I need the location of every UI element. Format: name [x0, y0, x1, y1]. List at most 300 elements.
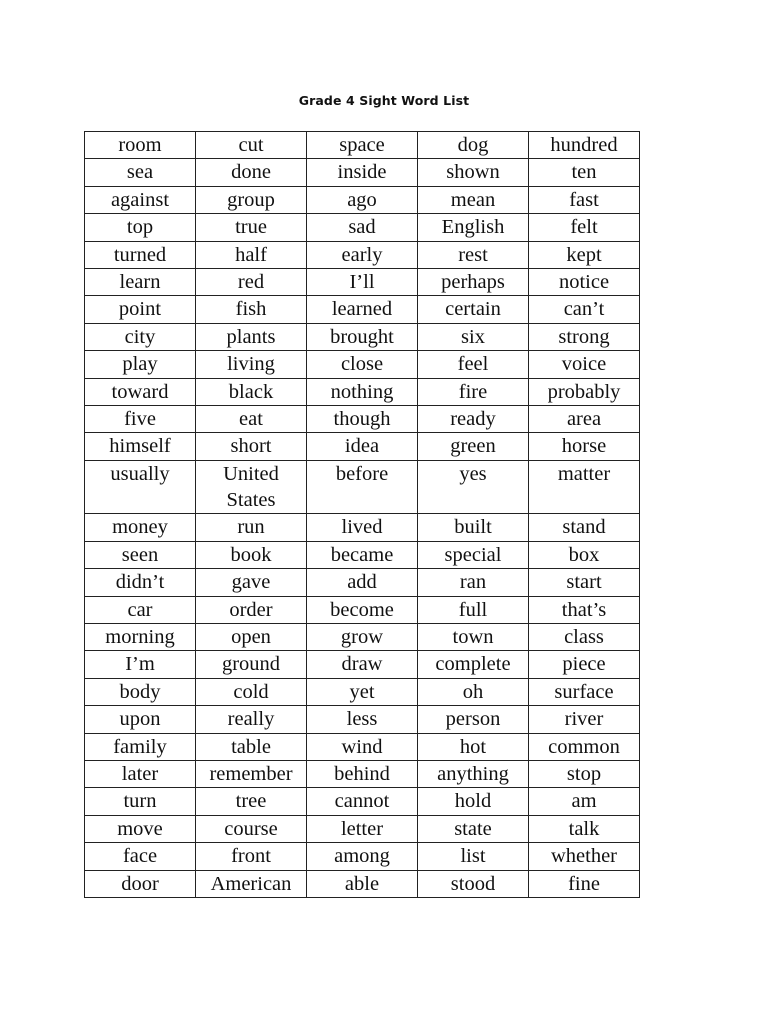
sight-word: shown [446, 161, 500, 184]
table-row [85, 186, 640, 213]
sight-word: book [230, 543, 272, 566]
word-cell [85, 678, 196, 705]
word-cell [529, 843, 640, 870]
word-cell [418, 433, 529, 460]
sight-word: point [118, 298, 162, 321]
word-cell [418, 596, 529, 623]
word-cell [529, 433, 640, 460]
word-cell [85, 761, 196, 788]
sight-word: start [566, 571, 602, 594]
sight-word: ready [450, 407, 496, 430]
sight-word: yet [349, 680, 375, 703]
table-row [85, 378, 640, 405]
sight-word: usually [110, 462, 170, 485]
word-cell [85, 870, 196, 897]
sight-word: done [231, 161, 271, 184]
sight-word: oh [462, 680, 484, 703]
sight-word: add [347, 571, 377, 594]
word-cell [418, 624, 529, 651]
sight-word: table [231, 735, 271, 758]
word-cell [307, 186, 418, 213]
table-row [85, 241, 640, 268]
sight-word: play [122, 353, 158, 376]
sight-word: red [237, 270, 265, 293]
word-cell [529, 323, 640, 350]
sight-word: black [228, 380, 274, 403]
sight-word: am [571, 790, 597, 813]
word-cell [307, 596, 418, 623]
word-cell [529, 624, 640, 651]
sight-word: piece [562, 653, 606, 676]
sight-word: didn’t [115, 571, 165, 594]
sight-word: seen [121, 543, 159, 566]
sight-word: area [566, 407, 602, 430]
table-row [85, 132, 640, 159]
word-cell [529, 761, 640, 788]
sight-word: plants [226, 325, 276, 348]
word-cell [529, 186, 640, 213]
word-cell [307, 624, 418, 651]
word-cell [418, 514, 529, 541]
sight-word: state [454, 817, 492, 840]
sight-word: against [110, 188, 170, 211]
sight-word: true [235, 216, 267, 239]
sight-word: person [445, 708, 501, 731]
table-row [85, 815, 640, 842]
word-cell [307, 706, 418, 733]
sight-word: certain [445, 298, 501, 321]
sight-word: brought [330, 325, 394, 348]
sight-word: letter [340, 817, 384, 840]
sight-word: sea [126, 161, 154, 184]
sight-word: later [121, 763, 159, 785]
sight-word: ran [459, 571, 487, 594]
word-cell [196, 733, 307, 760]
word-cell [307, 433, 418, 460]
sight-word: though [333, 407, 391, 430]
word-cell [307, 815, 418, 842]
word-cell [196, 514, 307, 541]
sight-word: ground [221, 653, 281, 676]
sight-word: notice [558, 270, 610, 293]
word-cell [196, 378, 307, 405]
word-cell [307, 296, 418, 323]
sight-word: felt [570, 216, 598, 239]
word-cell [196, 159, 307, 186]
sight-word: can’t [563, 298, 605, 321]
table-row [85, 788, 640, 815]
word-cell [85, 351, 196, 378]
sight-word: learned [331, 298, 393, 321]
word-cell [307, 323, 418, 350]
sight-word: close [340, 353, 384, 376]
word-cell [418, 788, 529, 815]
sight-word: hold [454, 790, 492, 813]
sight-word: car [127, 598, 153, 621]
table-row [85, 405, 640, 432]
sight-word: built [454, 516, 492, 539]
word-cell [529, 296, 640, 323]
sight-word: grow [340, 626, 384, 649]
table-row [85, 460, 640, 514]
word-cell [196, 596, 307, 623]
word-cell [418, 323, 529, 350]
word-cell [418, 214, 529, 241]
table-row [85, 351, 640, 378]
word-cell [529, 514, 640, 541]
word-cell [418, 870, 529, 897]
word-cell [529, 706, 640, 733]
sight-word: group [227, 188, 275, 211]
word-cell [196, 870, 307, 897]
word-cell [529, 378, 640, 405]
sight-word: half [235, 243, 267, 266]
word-cell [196, 678, 307, 705]
word-cell [85, 541, 196, 568]
word-cell [529, 569, 640, 596]
word-cell [196, 268, 307, 295]
table-row [85, 541, 640, 568]
word-cell [418, 405, 529, 432]
word-cell [529, 214, 640, 241]
sight-word: dog [457, 134, 489, 156]
word-cell [196, 460, 307, 514]
sight-word: fish [235, 298, 267, 321]
word-cell [418, 843, 529, 870]
word-cell [307, 351, 418, 378]
sight-word: ten [571, 161, 597, 184]
sight-word: living [227, 353, 275, 376]
sight-word: green [450, 435, 496, 458]
sight-word: whether [550, 845, 618, 868]
sight-word: before [335, 462, 389, 485]
sight-word: anything [437, 763, 509, 785]
word-cell [85, 214, 196, 241]
sight-word: nothing [330, 380, 394, 403]
word-cell [85, 733, 196, 760]
word-cell [196, 541, 307, 568]
word-cell [418, 351, 529, 378]
sight-word: sad [348, 216, 376, 239]
sight-word: front [231, 845, 271, 868]
table-row [85, 733, 640, 760]
word-cell [307, 460, 418, 514]
word-cell [307, 132, 418, 159]
sight-word: full [458, 598, 488, 621]
sight-word: strong [558, 325, 610, 348]
word-cell [196, 405, 307, 432]
word-cell [529, 651, 640, 678]
word-cell [529, 733, 640, 760]
sight-word: upon [119, 708, 161, 731]
sight-word: draw [341, 653, 383, 676]
table-row [85, 678, 640, 705]
word-cell [529, 815, 640, 842]
sight-word: complete [435, 653, 511, 676]
word-cell [196, 323, 307, 350]
word-cell [85, 241, 196, 268]
word-cell [418, 186, 529, 213]
sight-word: five [124, 407, 156, 430]
sight-word: box [568, 543, 600, 566]
sight-word: feel [457, 353, 489, 376]
word-cell [529, 241, 640, 268]
word-cell [307, 870, 418, 897]
word-cell [529, 132, 640, 159]
word-cell [418, 378, 529, 405]
word-cell [85, 569, 196, 596]
word-cell [85, 433, 196, 460]
word-cell [196, 296, 307, 323]
word-cell [418, 733, 529, 760]
word-cell [196, 241, 307, 268]
word-cell [85, 460, 196, 514]
sight-word: move [117, 817, 163, 840]
table-row [85, 159, 640, 186]
word-cell [529, 159, 640, 186]
word-cell [307, 405, 418, 432]
page-title: Grade 4 Sight Word List [298, 93, 470, 108]
sight-word: talk [568, 817, 600, 840]
word-cell [307, 569, 418, 596]
sight-word: space [339, 134, 385, 156]
sight-word: six [461, 325, 485, 348]
sight-word: family [113, 735, 167, 758]
sight-word: learn [119, 270, 161, 293]
sight-word: town [452, 626, 494, 649]
sight-word: stood [450, 872, 496, 895]
word-cell [85, 596, 196, 623]
word-cell [85, 651, 196, 678]
sight-word: turned [113, 243, 167, 266]
table-row [85, 596, 640, 623]
sight-word: city [124, 325, 156, 348]
word-cell [418, 241, 529, 268]
word-cell [529, 405, 640, 432]
word-cell [85, 843, 196, 870]
sight-word: that’s [561, 598, 607, 621]
sight-word: morning [105, 626, 175, 649]
table-row [85, 706, 640, 733]
word-cell [418, 761, 529, 788]
sight-word: I’ll [349, 270, 375, 293]
sight-word: ago [347, 188, 377, 211]
word-cell [418, 706, 529, 733]
sight-word: I’m [125, 653, 155, 676]
sight-word: among [334, 845, 390, 868]
word-cell [529, 870, 640, 897]
sight-word: cannot [334, 790, 390, 813]
word-cell [418, 678, 529, 705]
table-row [85, 323, 640, 350]
sight-word: really [227, 708, 275, 731]
sight-word: early [341, 243, 383, 266]
word-cell [529, 460, 640, 514]
sight-word: order [229, 598, 273, 621]
word-cell [307, 541, 418, 568]
word-cell [85, 706, 196, 733]
sight-word: mean [450, 188, 496, 211]
sight-word: stop [566, 763, 602, 785]
sight-word: matter [557, 462, 611, 485]
sight-word: kept [566, 243, 602, 266]
word-cell [307, 651, 418, 678]
word-cell [307, 678, 418, 705]
word-cell [307, 733, 418, 760]
table-row [85, 514, 640, 541]
sight-word: English [441, 216, 505, 239]
word-cell [85, 296, 196, 323]
word-cell [307, 843, 418, 870]
sight-word: rest [458, 243, 488, 266]
sight-word: remember [209, 763, 293, 785]
sight-word: became [330, 543, 394, 566]
word-cell [85, 815, 196, 842]
table-row [85, 843, 640, 870]
sight-word: open [231, 626, 271, 649]
table-row [85, 433, 640, 460]
sight-word: United States [223, 462, 279, 511]
sight-word: face [122, 845, 158, 868]
sight-word: lived [341, 516, 383, 539]
word-cell [418, 541, 529, 568]
word-cell [307, 514, 418, 541]
word-cell [418, 268, 529, 295]
word-cell [85, 514, 196, 541]
word-cell [529, 268, 640, 295]
word-cell [307, 159, 418, 186]
word-cell [529, 351, 640, 378]
table-row [85, 870, 640, 897]
sight-word: body [119, 680, 161, 703]
sight-word: eat [239, 407, 263, 430]
table-row [85, 268, 640, 295]
word-cell [418, 651, 529, 678]
word-cell [529, 541, 640, 568]
table-row [85, 651, 640, 678]
word-cell [196, 788, 307, 815]
sight-word-table [84, 131, 640, 898]
word-cell [196, 624, 307, 651]
word-cell [307, 214, 418, 241]
sight-word: fine [568, 872, 600, 895]
sight-word: turn [123, 790, 157, 813]
word-cell [418, 815, 529, 842]
word-cell [529, 678, 640, 705]
sight-word: run [237, 516, 265, 539]
sight-word-table-body [85, 132, 640, 898]
word-cell [196, 569, 307, 596]
sight-word: surface [554, 680, 614, 703]
sight-word: door [121, 872, 159, 895]
sight-word: stand [562, 516, 606, 539]
word-cell [418, 132, 529, 159]
word-cell [529, 788, 640, 815]
word-cell [196, 815, 307, 842]
sight-word: hot [459, 735, 487, 758]
table-row [85, 569, 640, 596]
table-row [85, 761, 640, 788]
word-cell [307, 241, 418, 268]
sight-word: cold [233, 680, 269, 703]
sight-word: less [346, 708, 378, 731]
word-cell [307, 761, 418, 788]
sight-word: river [564, 708, 604, 731]
sight-word: probably [547, 380, 621, 403]
word-cell [196, 433, 307, 460]
word-cell [196, 186, 307, 213]
word-cell [196, 706, 307, 733]
sight-word: fire [458, 380, 488, 403]
table-row [85, 296, 640, 323]
sight-word: inside [337, 161, 387, 184]
sight-word: common [548, 735, 620, 758]
word-cell [196, 761, 307, 788]
word-cell [85, 323, 196, 350]
sight-word: money [112, 516, 168, 539]
sight-word: idea [344, 435, 380, 458]
sight-word: hundred [550, 134, 618, 156]
word-cell [85, 788, 196, 815]
sight-word: course [224, 817, 278, 840]
word-cell [418, 159, 529, 186]
sight-word: short [230, 435, 272, 458]
sight-word: himself [109, 435, 171, 458]
sight-word: top [126, 216, 154, 239]
sight-word: able [344, 872, 380, 895]
word-cell [307, 378, 418, 405]
sight-word: list [460, 845, 486, 868]
word-cell [418, 569, 529, 596]
sight-word: class [564, 626, 604, 649]
sight-word: fast [569, 188, 599, 211]
word-cell [529, 596, 640, 623]
sight-word: behind [334, 763, 390, 785]
word-cell [85, 268, 196, 295]
word-cell [85, 378, 196, 405]
table-row [85, 214, 640, 241]
sight-word: special [444, 543, 502, 566]
word-cell [196, 651, 307, 678]
word-cell [307, 268, 418, 295]
word-cell [85, 405, 196, 432]
sight-word: horse [561, 435, 607, 458]
sight-word: room [118, 134, 162, 156]
sight-word: tree [235, 790, 267, 813]
word-cell [85, 132, 196, 159]
sight-word: become [330, 598, 394, 621]
word-cell [196, 843, 307, 870]
sight-word: cut [238, 134, 264, 156]
sight-word: yes [459, 462, 487, 485]
table-row [85, 624, 640, 651]
word-cell [196, 132, 307, 159]
sight-word: wind [341, 735, 383, 758]
sight-word: voice [561, 353, 607, 376]
word-cell [307, 788, 418, 815]
sight-word: toward [111, 380, 169, 403]
word-cell [85, 186, 196, 213]
word-cell [196, 351, 307, 378]
word-cell [418, 460, 529, 514]
sight-word: perhaps [441, 270, 505, 293]
word-cell [85, 159, 196, 186]
word-cell [85, 624, 196, 651]
sight-word: American [210, 872, 292, 895]
sight-word: gave [231, 571, 271, 594]
word-cell [418, 296, 529, 323]
word-cell [196, 214, 307, 241]
